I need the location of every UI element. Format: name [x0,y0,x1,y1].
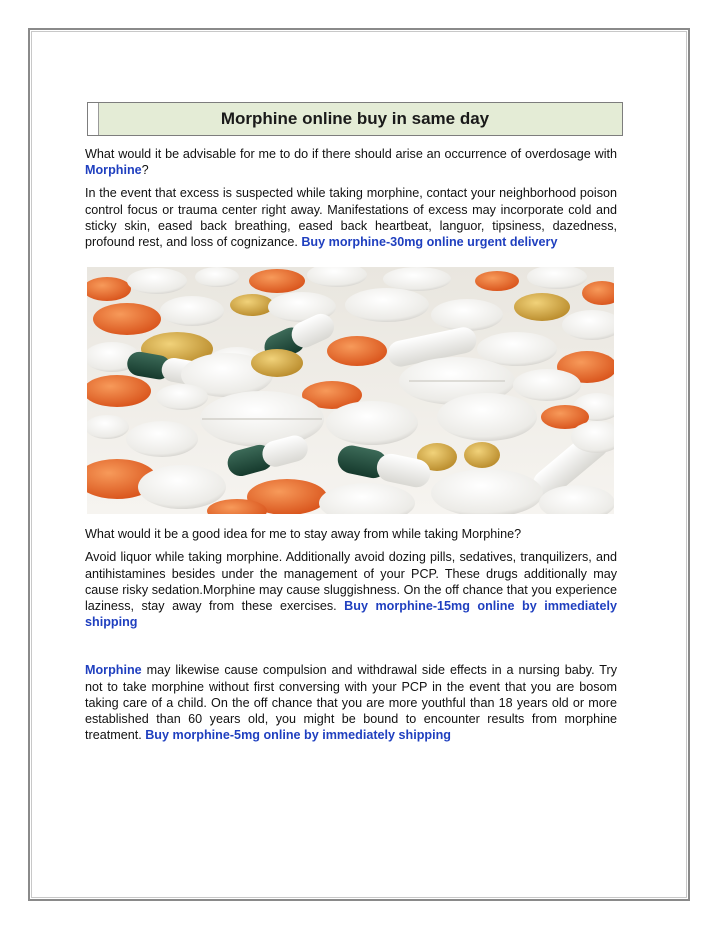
buy-5mg-link[interactable]: Buy morphine-5mg online by immediately shipping [145,728,451,743]
page-title: Morphine online buy in same day [220,109,490,128]
paragraph-avoid-question: What would it be a good idea for me to stay away from while taking Morphine? [85,527,522,542]
paragraph-avoid-answer: Avoid liquor while taking morphine. Additionally avoid dozing pills, sedatives, tranquilizers, and antihistamines besides under the management of your PCP. These drugs additionally may cause risky sedation.Morphine may cause sluggishness. On the off chance that you experience laziness, stay away from these exercises. Buy morphine-15mg online by immediately shipping [85,550,617,630]
title-banner [87,102,623,136]
paragraph-nursing-warning: Morphine may likewise cause compulsion and withdrawal side effects in a nursing baby. Try not to take morphine without first conversing with your PCP in the event that you are bosom taking care of a child. On the off chance that you are more youthful than 18 years old or more established than 60 years old, you might be bound to encounter results from morphine treatment. Buy morphine-5mg online by immediately shipping [85,663,617,743]
morphine-link-2[interactable]: Morphine [85,663,142,678]
morphine-link[interactable]: Morphine [85,163,142,178]
document-body [85,146,617,743]
buy-30mg-link[interactable]: Buy morphine-30mg online urgent delivery [301,235,558,250]
pills-image [87,267,614,514]
paragraph-overdose-question: What would it be advisable for me to do if there should arise an occurrence of overdosage with Morphine? [85,147,617,178]
pills-photo-icon [87,267,614,514]
paragraph-overdose-symptoms: In the event that excess is suspected while taking morphine, contact your neighborhood poison control focus or trauma center right away. Manifestations of excess may incorporate cold and sticky skin, eased back breathing, eased back heartbeat, languor, tipsiness, dazedness, profound rest, and loss of cognizance. Buy morphine-30mg online urgent delivery [85,186,617,250]
buy-15mg-link[interactable]: Buy morphine-15mg online by immediately shipping [85,599,617,630]
